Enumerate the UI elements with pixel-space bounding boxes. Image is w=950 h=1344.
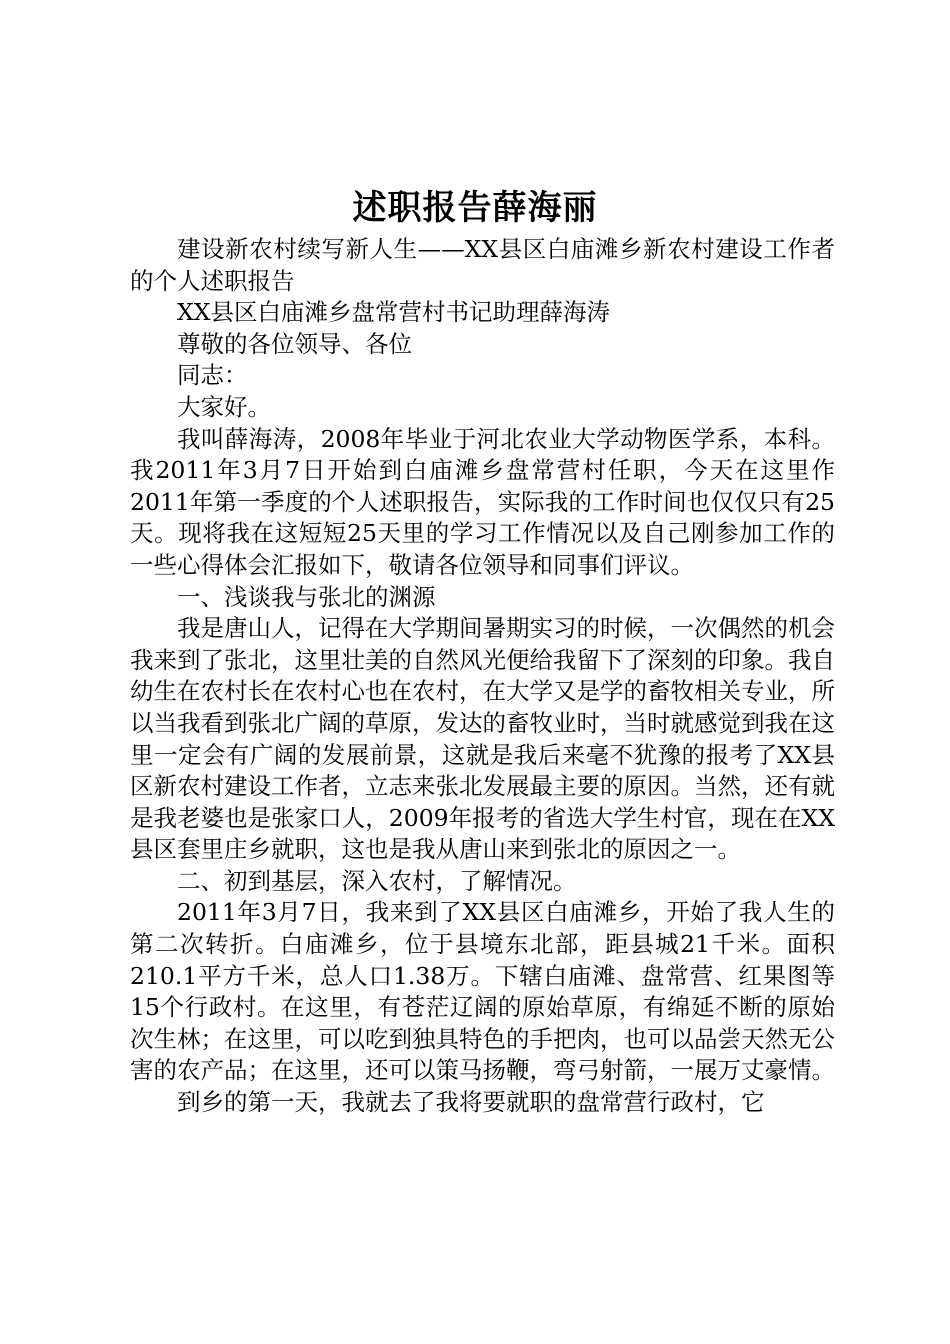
paragraph: 同志： xyxy=(177,361,248,390)
paragraph: 2011年3月7日，我来到了XX县区白庙滩乡，开始了我人生的第二次转折。白庙滩乡，位于县境东北部，距县城21千米。面积210.1平方千米，总人口1.38万。下辖白庙滩、盘常营、红果图等15个行政村。在这里，有苍茫辽阔的原始草原，有绵延不断的原始次生林；在这里，可以吃到独具特色的手把肉，也可以品尝天然无公害的农产品；在这里，还可以策马扬鞭，弯弓射箭，一展万丈豪情。 xyxy=(130,898,835,1085)
paragraph: XX县区白庙滩乡盘常营村书记助理薛海涛 xyxy=(177,298,610,327)
section-heading: 一、浅谈我与张北的渊源 xyxy=(177,582,436,611)
document-title: 述职报告薛海丽 xyxy=(352,188,598,228)
paragraph: 我是唐山人，记得在大学期间暑期实习的时候，一次偶然的机会我来到了张北，这里壮美的自然风光便给我留下了深刻的印象。我自幼生在农村长在农村心也在农村，在大学又是学的畜牧相关专业，所以当我看到张北广阔的草原，发达的畜牧业时，当时就感觉到我在这里一定会有广阔的发展前景，这就是我后来毫不犹豫的报考了XX县区新农村建设工作者，立志来张北发展最主要的原因。当然，还有就是我老婆也是张家口人，2009年报考的省选大学生村官，现在在XX县区套里庄乡就职，这也是我从唐山来到张北的原因之一。 xyxy=(130,614,835,864)
paragraph: 到乡的第一天，我就去了我将要就职的盘常营行政村，它 xyxy=(177,1088,765,1117)
paragraph: 建设新农村续写新人生——XX县区白庙滩乡新农村建设工作者的个人述职报告 xyxy=(130,235,835,295)
paragraph: 大家好。 xyxy=(177,392,271,421)
paragraph: 我叫薛海涛，2008年毕业于河北农业大学动物医学系，本科。我2011年3月7日开始到白庙滩乡盘常营村任职，今天在这里作2011年第一季度的个人述职报告，实际我的工作时间也仅仅只有25天。现将我在这短短25天里的学习工作情况以及自己刚参加工作的一些心得体会汇报如下，敬请各位领导和同事们评议。 xyxy=(130,424,835,579)
section-heading: 二、初到基层，深入农村，了解情况。 xyxy=(177,866,577,895)
document-body xyxy=(130,234,835,1119)
paragraph: 尊敬的各位领导、各位 xyxy=(177,329,412,358)
